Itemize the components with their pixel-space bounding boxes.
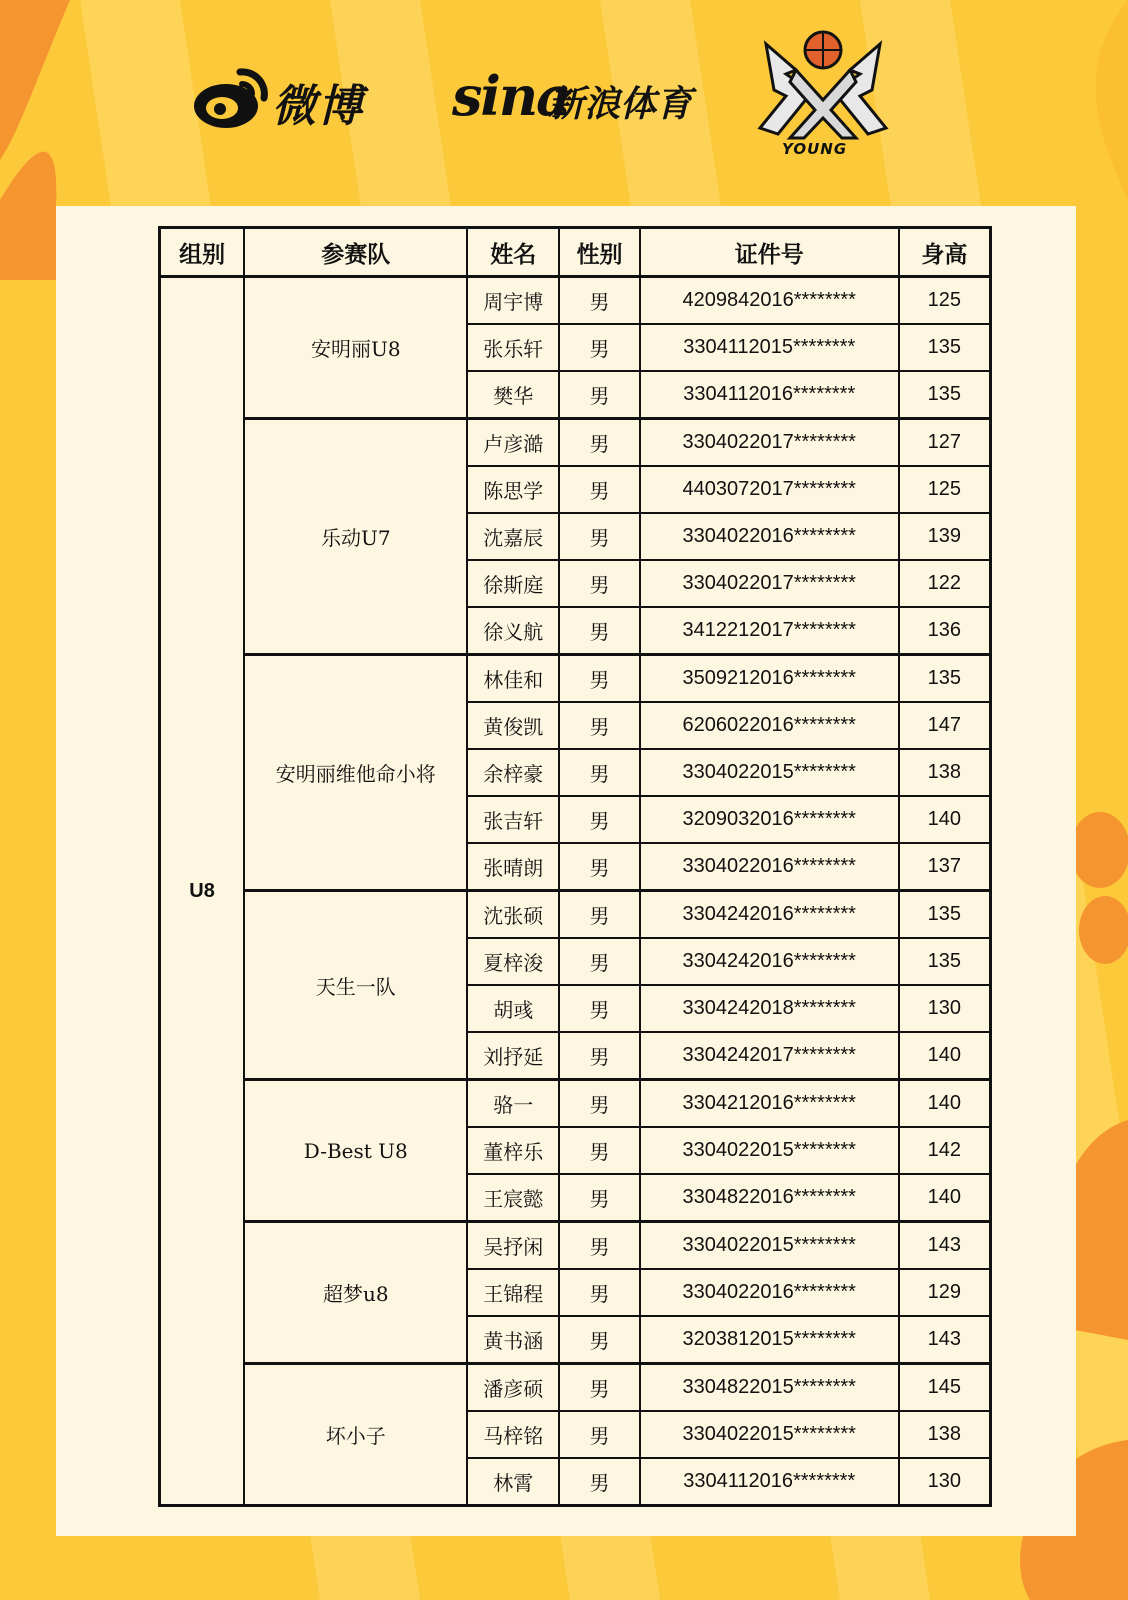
table-row: [160, 419, 991, 467]
gender-cell: 男: [559, 1316, 640, 1364]
group-cell: U8: [160, 277, 245, 1506]
height-cell: 129: [899, 1269, 991, 1316]
height-cell: 143: [899, 1316, 991, 1364]
sina-sports-wordmark: 新浪体育: [548, 84, 693, 125]
weibo-logo: [192, 62, 392, 134]
height-cell: 135: [899, 324, 991, 371]
id-number-cell: 3304022017********: [640, 419, 899, 467]
id-number-cell: 3209032016********: [640, 796, 899, 843]
gender-cell: 男: [559, 1174, 640, 1222]
id-number-cell: 3304022017********: [640, 560, 899, 607]
gender-cell: 男: [559, 891, 640, 939]
player-name-cell: 潘彦硕: [467, 1364, 559, 1412]
player-name-cell: 胡彧: [467, 985, 559, 1032]
height-cell: 140: [899, 1174, 991, 1222]
player-name-cell: 林霄: [467, 1458, 559, 1506]
height-cell: 143: [899, 1222, 991, 1270]
gender-cell: 男: [559, 655, 640, 703]
player-name-cell: 黄俊凯: [467, 702, 559, 749]
player-name-cell: 黄书涵: [467, 1316, 559, 1364]
id-number-cell: 4209842016********: [640, 277, 899, 325]
player-name-cell: 王宸懿: [467, 1174, 559, 1222]
height-cell: 138: [899, 749, 991, 796]
player-name-cell: 张晴朗: [467, 843, 559, 891]
team-cell: 天生一队: [244, 891, 467, 1080]
table-row: [160, 891, 991, 939]
sina-wordmark: sina: [452, 64, 570, 128]
height-cell: 142: [899, 1127, 991, 1174]
gender-cell: 男: [559, 1458, 640, 1506]
gender-cell: 男: [559, 513, 640, 560]
gender-cell: 男: [559, 1127, 640, 1174]
player-name-cell: 夏梓浚: [467, 938, 559, 985]
id-number-cell: 3304022015********: [640, 1411, 899, 1458]
height-cell: 125: [899, 466, 991, 513]
height-cell: 139: [899, 513, 991, 560]
young-wordmark: YOUNG: [782, 140, 848, 158]
team-cell: 安明丽维他命小将: [244, 655, 467, 891]
player-name-cell: 余梓豪: [467, 749, 559, 796]
id-number-cell: 4403072017********: [640, 466, 899, 513]
id-number-cell: 3304022016********: [640, 513, 899, 560]
table-row: [160, 1364, 991, 1412]
height-cell: 130: [899, 1458, 991, 1506]
table-header-row: [160, 228, 991, 277]
gender-cell: 男: [559, 985, 640, 1032]
gender-cell: 男: [559, 702, 640, 749]
gender-cell: 男: [559, 560, 640, 607]
player-name-cell: 骆一: [467, 1080, 559, 1128]
height-cell: 147: [899, 702, 991, 749]
gender-cell: 男: [559, 277, 640, 325]
player-name-cell: 沈张硕: [467, 891, 559, 939]
player-name-cell: 陈思学: [467, 466, 559, 513]
player-name-cell: 吴抒闲: [467, 1222, 559, 1270]
id-number-cell: 3304022015********: [640, 1222, 899, 1270]
player-name-cell: 张吉轩: [467, 796, 559, 843]
weibo-wordmark: 微博: [272, 81, 364, 132]
header-name: 姓名: [467, 228, 559, 277]
gender-cell: 男: [559, 1364, 640, 1412]
sina-sports-logo: [452, 62, 742, 134]
table-row: [160, 277, 991, 325]
gender-cell: 男: [559, 607, 640, 655]
height-cell: 135: [899, 371, 991, 419]
player-name-cell: 董梓乐: [467, 1127, 559, 1174]
id-number-cell: 6206022016********: [640, 702, 899, 749]
id-number-cell: 3304212016********: [640, 1080, 899, 1128]
team-cell: 乐动U7: [244, 419, 467, 655]
id-number-cell: 3304242016********: [640, 891, 899, 939]
height-cell: 135: [899, 938, 991, 985]
id-number-cell: 3509212016********: [640, 655, 899, 703]
height-cell: 145: [899, 1364, 991, 1412]
player-name-cell: 沈嘉辰: [467, 513, 559, 560]
id-number-cell: 3304022015********: [640, 1127, 899, 1174]
gender-cell: 男: [559, 938, 640, 985]
id-number-cell: 3304022016********: [640, 843, 899, 891]
id-number-cell: 3304022016********: [640, 1269, 899, 1316]
header-gender: 性别: [559, 228, 640, 277]
header-team: 参赛队: [244, 228, 467, 277]
height-cell: 136: [899, 607, 991, 655]
id-number-cell: 3304822016********: [640, 1174, 899, 1222]
id-number-cell: 3304022015********: [640, 749, 899, 796]
player-name-cell: 刘抒延: [467, 1032, 559, 1080]
id-number-cell: 3304242018********: [640, 985, 899, 1032]
weibo-eye-icon: [192, 62, 272, 134]
player-name-cell: 王锦程: [467, 1269, 559, 1316]
team-cell: D-Best U8: [244, 1080, 467, 1222]
gender-cell: 男: [559, 1222, 640, 1270]
roster-table: [158, 226, 992, 1507]
player-name-cell: 樊华: [467, 371, 559, 419]
player-name-cell: 周宇博: [467, 277, 559, 325]
height-cell: 140: [899, 1080, 991, 1128]
gender-cell: 男: [559, 1080, 640, 1128]
player-name-cell: 徐义航: [467, 607, 559, 655]
id-number-cell: 3412212017********: [640, 607, 899, 655]
player-name-cell: 张乐轩: [467, 324, 559, 371]
team-cell: 安明丽U8: [244, 277, 467, 419]
young-emblem-icon: [756, 30, 890, 140]
height-cell: 130: [899, 985, 991, 1032]
id-number-cell: 3304112015********: [640, 324, 899, 371]
gender-cell: 男: [559, 1032, 640, 1080]
gender-cell: 男: [559, 371, 640, 419]
id-number-cell: 3203812015********: [640, 1316, 899, 1364]
header-group: 组别: [160, 228, 245, 277]
height-cell: 125: [899, 277, 991, 325]
table-row: [160, 655, 991, 703]
height-cell: 122: [899, 560, 991, 607]
height-cell: 140: [899, 1032, 991, 1080]
team-cell: 坏小子: [244, 1364, 467, 1506]
gender-cell: 男: [559, 1269, 640, 1316]
table-row: [160, 1080, 991, 1128]
young-logo: [756, 30, 890, 160]
height-cell: 135: [899, 655, 991, 703]
id-number-cell: 3304242017********: [640, 1032, 899, 1080]
gender-cell: 男: [559, 843, 640, 891]
height-cell: 140: [899, 796, 991, 843]
id-number-cell: 3304242016********: [640, 938, 899, 985]
gender-cell: 男: [559, 796, 640, 843]
id-number-cell: 3304112016********: [640, 371, 899, 419]
gender-cell: 男: [559, 749, 640, 796]
player-name-cell: 卢彦澔: [467, 419, 559, 467]
height-cell: 137: [899, 843, 991, 891]
player-name-cell: 徐斯庭: [467, 560, 559, 607]
team-cell: 超梦u8: [244, 1222, 467, 1364]
height-cell: 135: [899, 891, 991, 939]
gender-cell: 男: [559, 1411, 640, 1458]
id-number-cell: 3304112016********: [640, 1458, 899, 1506]
gender-cell: 男: [559, 324, 640, 371]
roster-body: [160, 277, 991, 1506]
player-name-cell: 林佳和: [467, 655, 559, 703]
id-number-cell: 3304822015********: [640, 1364, 899, 1412]
gender-cell: 男: [559, 419, 640, 467]
header-id: 证件号: [640, 228, 899, 277]
table-row: [160, 1222, 991, 1270]
height-cell: 138: [899, 1411, 991, 1458]
header-height: 身高: [899, 228, 991, 277]
height-cell: 127: [899, 419, 991, 467]
gender-cell: 男: [559, 466, 640, 513]
player-name-cell: 马梓铭: [467, 1411, 559, 1458]
